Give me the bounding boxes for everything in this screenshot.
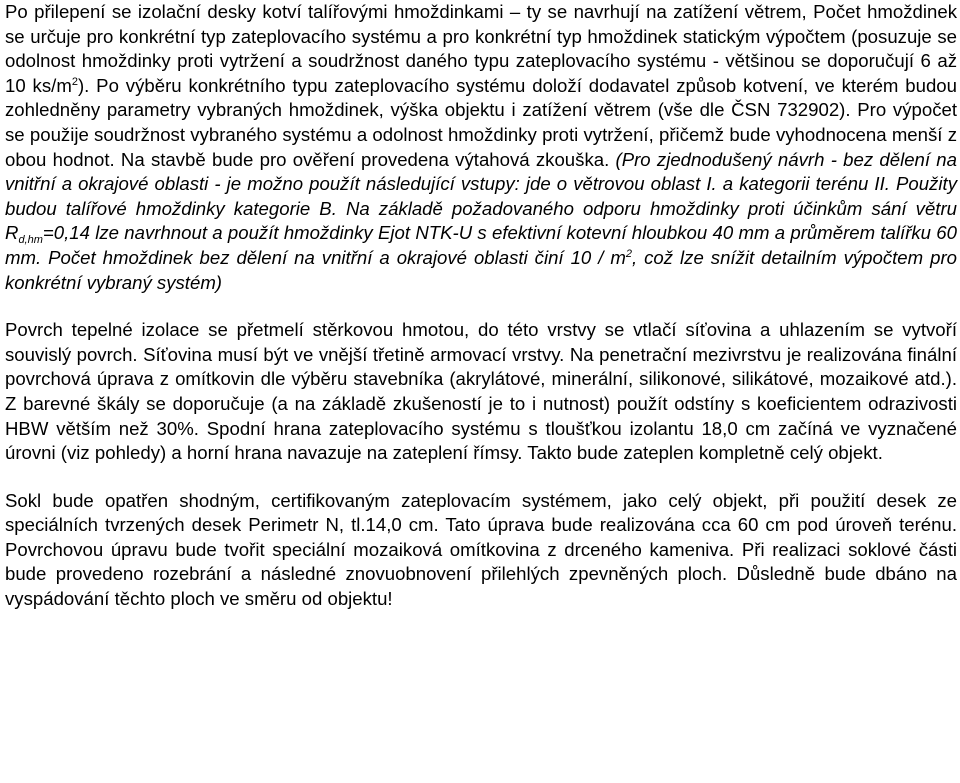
paragraph-anchoring <box>5 0 957 295</box>
italic-note-b: =0,14 lze navrhnout a použít hmoždinky Ejot NTK-U s efektivní kotevní hloubkou 40 mm a průměrem talířku 60 mm. Počet hmoždinek bez dělení na vnitřní a okrajové oblasti činí 10 / m <box>5 222 957 268</box>
italic-note-a: (Pro zjednodušený návrh - bez dělení na vnitřní a okrajové oblasti - je možno použít následující vstupy: jde o větrovou oblast I. a kategorii terénu II. Použity budou talířové hmoždinky kategorie B. Na základě požadovaného odporu hmoždinky proti účinkům sání větru R <box>5 148 957 244</box>
subscript-dhm: d,hm <box>18 234 43 247</box>
paragraph-anchoring-text-b: ). Po výběru konkrétního typu zateplovacího systému doloží dodavatel způsob kotvení, ve kterém budou zohledněny parametry vybraných hmoždinek, výška objektu i zatížení větrem (vše dle ČSN 732902). Pro výpočet se použije soudržnost vybraného systému a odolnost hmoždinky proti vytržení, přičemž bude vyhodnocena menší z obou hodnot. Na stavbě bude pro ověření provedena výtahová zkouška. <box>5 74 957 170</box>
italic-note-c: , což lze snížit detailním výpočtem pro konkrétní vybraný systém) <box>5 246 957 293</box>
paragraph-surface-finish: Povrch tepelné izolace se přetmelí stěrkovou hmotou, do této vrstvy se vtlačí síťovina a uhlazením se vytvoří souvislý povrch. Síťovina musí být ve vnější třetině armovací vrstvy. Na penetrační mezivrstvu je realizována finální povrchová úprava z omítkovin dle výběru stavebníka (akrylátové, minerální, silikonové, silikátové, mozaikové atd.). Z barevné škály se doporučuje (a na základě zkušeností je to i nutnost) použít odstíny s koeficientem odrazivosti HBW větším než 30%. Spodní hrana zateplovacího systému s tloušťkou izolantu 18,0 cm začíná ve vyznačené úrovni (viz pohledy) a horní hrana navazuje na zateplení římsy. Takto bude zateplen kompletně celý objekt. <box>5 319 957 464</box>
superscript-squared-b: 2 <box>625 247 632 260</box>
paragraph-plinth: Sokl bude opatřen shodným, certifikovaným zateplovacím systémem, jako celý objekt, při použití desek ze speciálních tvrzených desek Perimetr N, tl.14,0 cm. Tato úprava bude realizována cca 60 cm pod úroveň terénu. Povrchovou úpravu bude tvořit speciální mozaiková omítkovina z drceného kameniva. Při realizaci soklové části bude provedeno rozebrání a následné znovuobnovení přilehlých zpevněných ploch. Důsledně bude dbáno na vyspádování těchto ploch ve směru od objektu! <box>5 489 957 610</box>
superscript-squared-a: 2 <box>71 75 78 88</box>
paragraph-anchoring-text-a: Po přilepení se izolační desky kotví talířovými hmoždinkami – ty se navrhují na zatížení větrem, Počet hmoždinek se určuje pro konkrétní typ zateplovacího systému a pro konkrétní typ hmoždinek statickým výpočtem (posuzuje se odolnost hmoždinky proti vytržení a soudržnost daného typu zateplovacího systému - většinou se doporučují 6 až 10 ks/m <box>5 1 957 96</box>
